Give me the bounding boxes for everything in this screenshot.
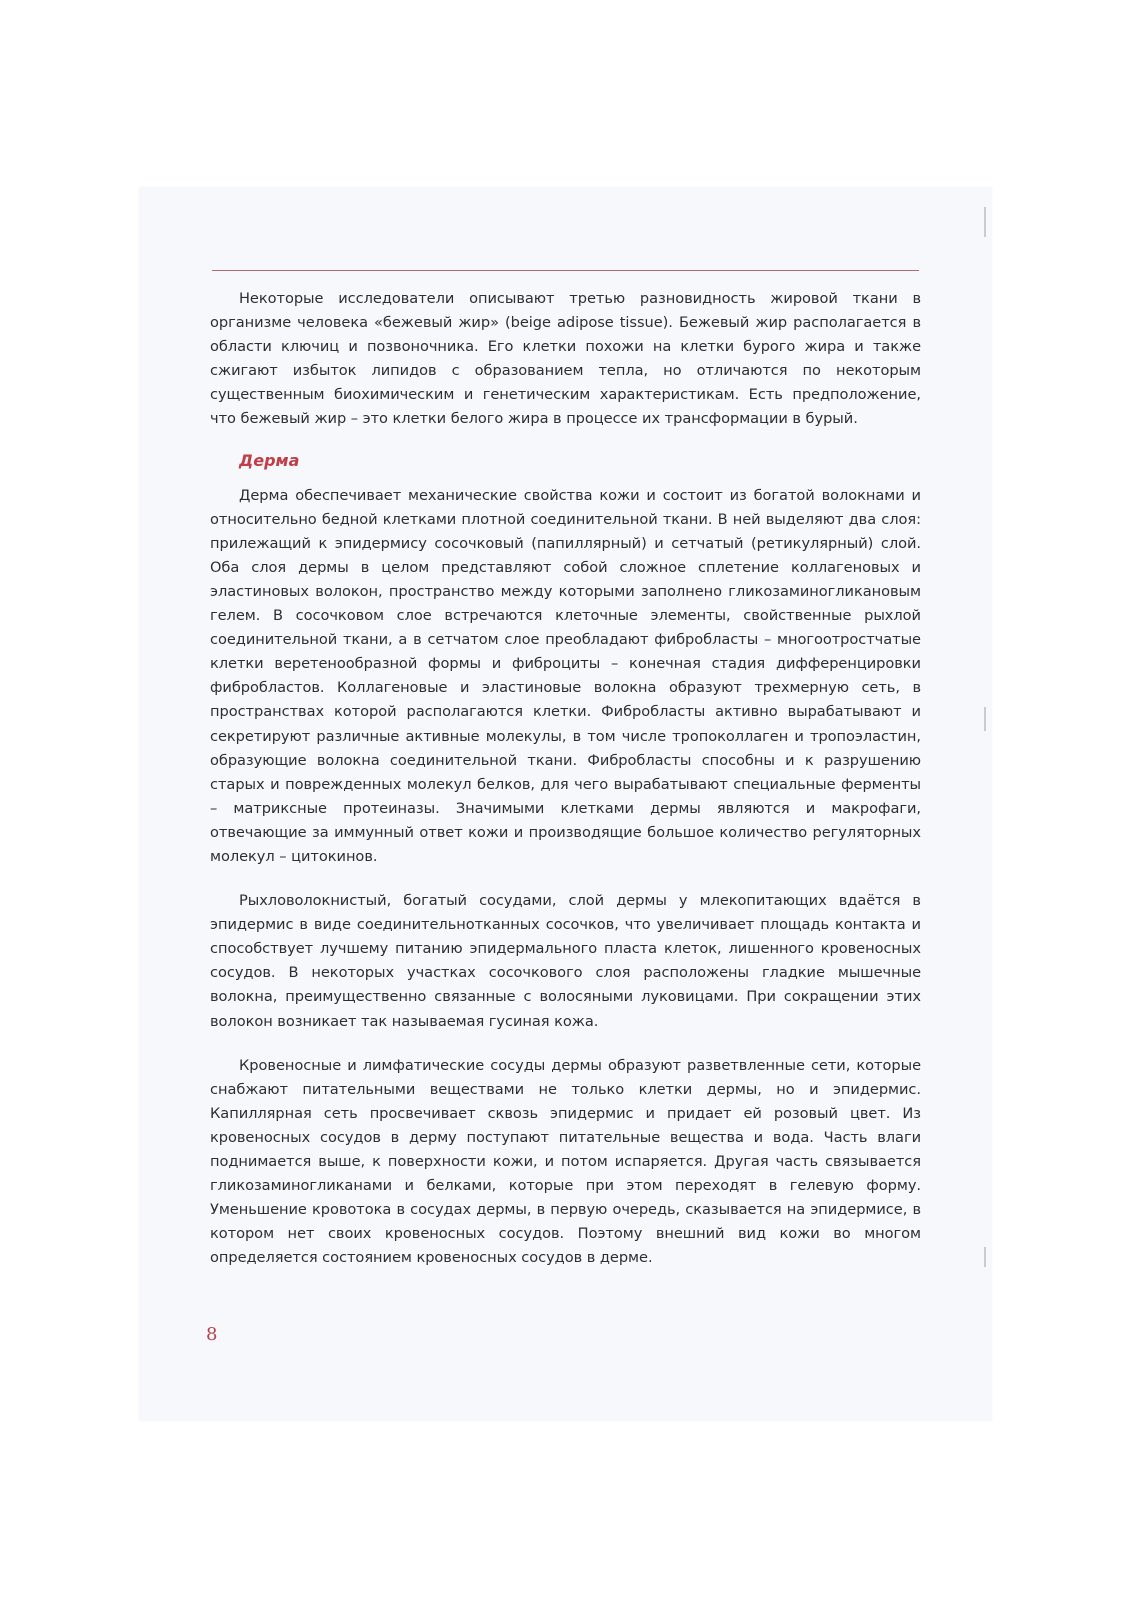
page-edge-mark: [984, 1247, 986, 1267]
paragraph-dermis-structure: Дерма обеспечивает механические свойства кожи и состоит из богатой волокнами и относительно бедной клетками плотной соединительной ткани. В ней выделяют два слоя: прилежащий к эпидермису сосочковый (папиллярный) и сетчатый (ретикулярный) слой. Оба слоя дермы в целом представляют собой сложное сплетение коллагеновых и эластиновых волокон, пространство между которыми заполнено гликозаминогликановым гелем. В сосочковом слое встречаются клеточные элементы, свойственные рыхлой соединительной ткани, а в сетчатом слое преобладают фибробласты – многоотростчатые клетки веретенообразной формы и фиброциты – конечная стадия дифференцировки фибробластов. Коллагеновые и эластиновые волокна образуют трехмерную сеть, в пространствах которой располагаются клетки. Фибробласты активно вырабатывают и секретируют различные активные молекулы, в том числе тропоколлаген и тропоэластин, образующие волокна соединительной ткани. Фибробласты способны и к разрушению старых и поврежденных молекул белков, для чего вырабатывают специальные ферменты – матриксные протеиназы. Значимыми клетками дермы являются и макрофаги, отвечающие за иммунный ответ кожи и производящие большое количество регуляторных молекул – цитокинов.: [210, 486, 921, 865]
book-page: [139, 187, 992, 1421]
paragraph-papillary-layer: Рыхловолокнистый, богатый сосудами, слой дермы у млекопитающих вдаётся в эпидермис в виде соединительнотканных сосочков, что увеличивает площадь контакта и способствует лучшему питанию эпидермального пласта клеток, лишенного кровеносных сосудов. В некоторых участках сосочкового слоя расположены гладкие мышечные волокна, преимущественно связанные с волосяными луковицами. При сокращении этих волокон возникает так называемая гусиная кожа.: [210, 892, 921, 1030]
page-edge-mark: [984, 707, 986, 731]
page-edge-mark: [984, 207, 986, 237]
page-body: [210, 287, 921, 1270]
paragraph-blood-vessels: Кровеносные и лимфатические сосуды дермы образуют разветвленные сети, которые снабжают питательными веществами не только клетки дермы, но и эпидермис. Капиллярная сеть просвечивает сквозь эпидермис и придает ей розовый цвет. Из кровеносных сосудов в дерму поступают питательные вещества и вода. Часть влаги поднимается выше, к поверхности кожи, и потом испаряется. Другая часть связывается гликозаминогликанами и белками, которые при этом переходят в гелевую форму. Уменьшение кровотока в сосудах дермы, в первую очередь, сказывается на эпидермисе, в котором нет своих кровеносных сосудов. Поэтому внешний вид кожи во многом определяется состоянием кровеносных сосудов в дерме.: [210, 1056, 921, 1267]
header-rule: [212, 270, 919, 271]
section-heading: Дерма: [239, 450, 300, 470]
page-number: 8: [206, 1324, 218, 1345]
paragraph-beige-fat: Некоторые исследователи описывают третью разновидность жировой ткани в организме человека «бежевый жир» (beige adipose tissue). Бежевый жир располагается в области ключиц и позвоночника. Его клетки похожи на клетки бурого жира и также сжигают избыток липидов с образованием тепла, но отличаются по некоторым существенным биохимическим и генетическим характеристикам. Есть предположение, что бежевый жир – это клетки белого жира в процессе их трансформации в бурый.: [210, 290, 921, 428]
